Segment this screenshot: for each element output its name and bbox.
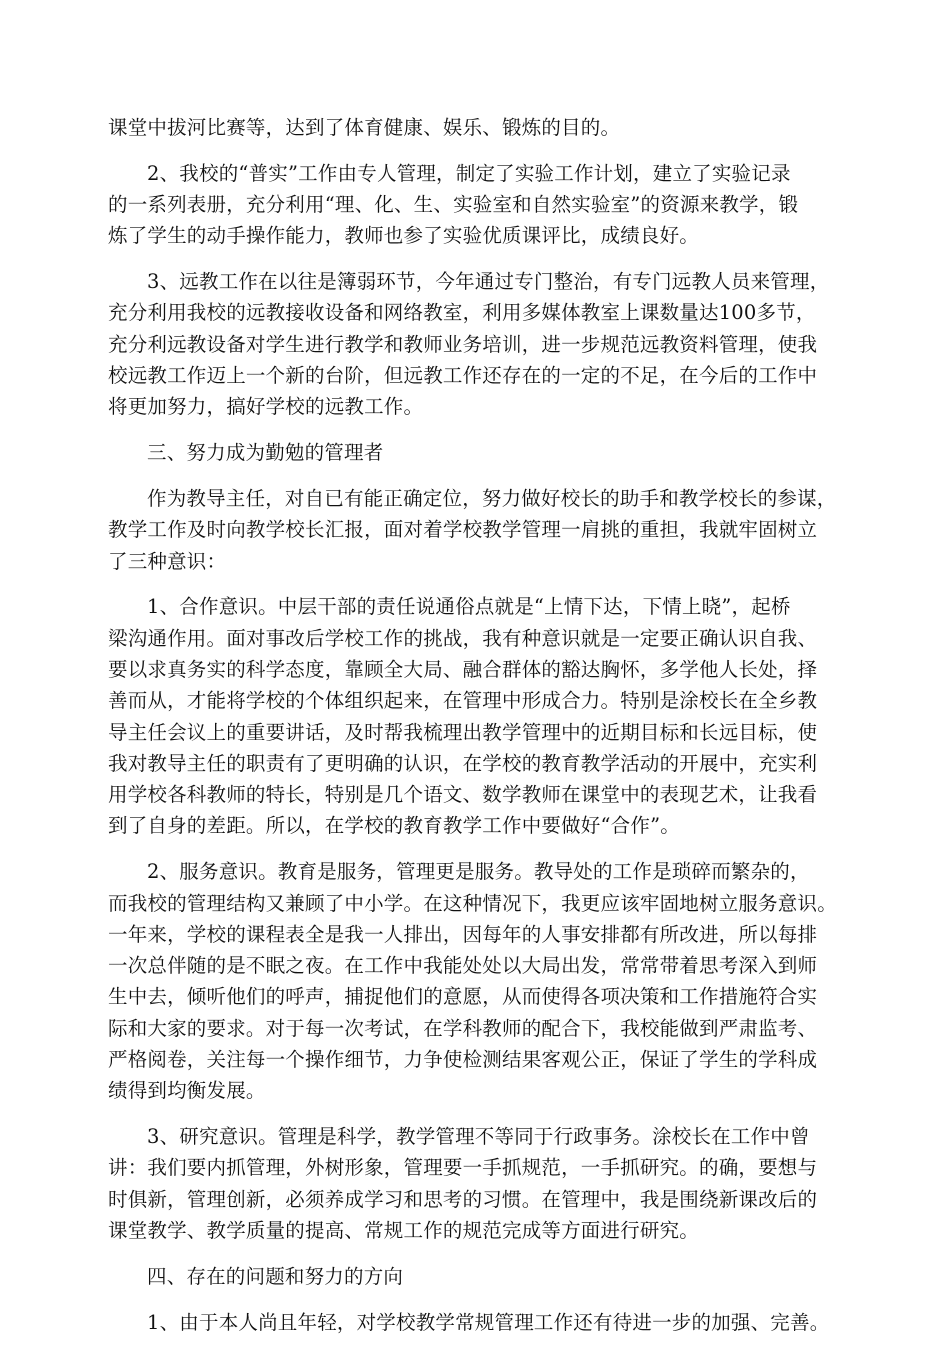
paragraph-1 xyxy=(108,112,843,143)
text-line: 将更加努力，搞好学校的远教工作。 xyxy=(108,395,424,419)
paragraph-10 xyxy=(108,1307,843,1338)
text-line: 了三种意识： xyxy=(108,549,227,573)
text-line: 3、研究意识。管理是科学，教学管理不等同于行政事务。涂校长在工作中曾 xyxy=(147,1125,810,1149)
paragraph-7 xyxy=(108,856,843,1106)
text-line: 3、远教工作在以往是簿弱环节，今年通过专门整治，有专门远教人员来管理， xyxy=(147,270,830,294)
text-line: 到了自身的差距。所以，在学校的教育教学工作中要做好“合作”。 xyxy=(108,814,680,838)
text-line: 作为教导主任，对自已有能正确定位，努力做好校长的助手和教学校长的参谋， xyxy=(147,486,837,510)
text-line: 教学工作及时向教学校长汇报，面对着学校教学管理一肩挑的重担，我就牢固树立 xyxy=(108,518,818,542)
heading-text: 三、努力成为勤勉的管理者 xyxy=(147,441,384,465)
text-line: 要以求真务实的科学态度，靠顾全大局、融合群体的豁达胸怀，多学他人长处，择 xyxy=(108,657,818,681)
text-line: 校远教工作迈上一个新的台阶，但远教工作还存在的一定的不足，在今后的工作中 xyxy=(108,364,818,388)
text-line: 充分利用我校的远教接收设备和网络教室，利用多媒体教室上课数量达100多节， xyxy=(108,301,816,325)
heading-text: 四、存在的问题和努力的方向 xyxy=(147,1264,404,1288)
text-line: 一年来，学校的课程表全是我一人排出，因每年的人事安排都有所改进，所以每排 xyxy=(108,922,818,946)
paragraph-2 xyxy=(108,158,843,252)
text-line: 充分利远教设备对学生进行教学和教师业务培训，进一步规范远教资料管理，使我 xyxy=(108,332,818,356)
text-line: 1、由于本人尚且年轻，对学校教学常规管理工作还有待进一步的加强、完善。 xyxy=(147,1310,830,1334)
text-line: 我对教导主任的职责有了更明确的认识，在学校的教育教学活动的开展中，充实利 xyxy=(108,751,818,775)
section-heading-3 xyxy=(108,437,843,468)
text-line: 善而从，才能将学校的个体组织起来，在管理中形成合力。特别是涂校长在全乡教 xyxy=(108,689,818,713)
document-page xyxy=(108,112,843,1352)
text-line: 用学校各科教师的特长，特别是几个语文、数学教师在课堂中的表现艺术，让我看 xyxy=(108,783,818,807)
text-line: 2、我校的“普实”工作由专人管理，制定了实验工作计划，建立了实验记录 xyxy=(147,161,791,185)
text-line: 1、合作意识。中层干部的责任说通俗点就是“上情下达，下情上晓”，起桥 xyxy=(147,595,791,619)
section-heading-4 xyxy=(108,1261,843,1292)
text-line: 际和大家的要求。对于每一次考试，在学科教师的配合下，我校能做到严肃监考、 xyxy=(108,1016,818,1040)
text-line: 炼了学生的动手操作能力，教师也参了实验优质课评比，成绩良好。 xyxy=(108,224,700,248)
text-line: 一次总伴随的是不眠之夜。在工作中我能处处以大局出发，常常带着思考深入到师 xyxy=(108,954,818,978)
text-line: 梁沟通作用。面对事改后学校工作的挑战，我有种意识就是一定要正确认识自我、 xyxy=(108,626,818,650)
text-line: 导主任会议上的重要讲话，及时帮我梳理出教学管理中的近期目标和长远目标，使 xyxy=(108,720,818,744)
text-line: 严格阅卷，关注每一个操作细节，力争使检测结果客观公正，保证了学生的学科成 xyxy=(108,1048,818,1072)
text-line: 而我校的管理结构又兼顾了中小学。在这种情况下，我更应该牢固地树立服务意识。 xyxy=(108,891,837,915)
text-line: 生中去，倾听他们的呼声，捕捉他们的意愿，从而使得各项决策和工作措施符合实 xyxy=(108,985,818,1009)
text-line: 2、服务意识。教育是服务，管理更是服务。教导处的工作是琐碎而繁杂的， xyxy=(147,860,810,884)
text-line: 课堂教学、教学质量的提高、常规工作的规范完成等方面进行研究。 xyxy=(108,1219,700,1242)
text-line: 时俱新，管理创新，必须养成学习和思考的习惯。在管理中，我是围绕新课改后的 xyxy=(108,1187,818,1211)
paragraph-6 xyxy=(108,591,843,841)
text-line: 讲：我们要内抓管理，外树形象，管理要一手抓规范，一手抓研究。的确，要想与 xyxy=(108,1156,818,1180)
text-line: 绩得到均衡发展。 xyxy=(108,1079,266,1103)
paragraph-5 xyxy=(108,483,843,577)
text-line: 的一系列表册，充分利用“理、化、生、实验室和自然实验室”的资源来教学，锻 xyxy=(108,193,799,217)
paragraph-8 xyxy=(108,1121,843,1246)
paragraph-3 xyxy=(108,266,843,422)
text-line: 课堂中拔河比赛等，达到了体育健康、娱乐、锻炼的目的。 xyxy=(108,116,621,139)
